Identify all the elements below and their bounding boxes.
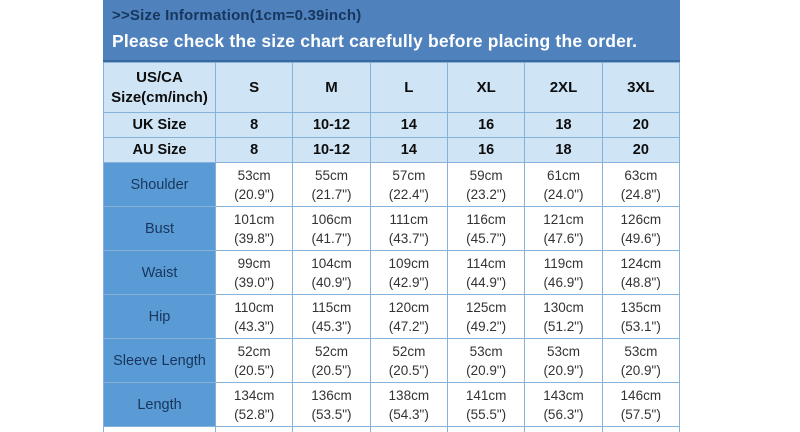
- measurement-cell: [447, 207, 524, 251]
- cm-value: 111cm: [389, 211, 429, 227]
- measurement-cell: [370, 207, 447, 251]
- inch-value: (42.9"): [388, 274, 429, 290]
- inch-value: (44.9"): [466, 274, 507, 290]
- inch-value: (24.8"): [620, 186, 661, 202]
- measurement-cell: [370, 383, 447, 427]
- measurement-cell: [216, 339, 293, 383]
- cm-value: 63cm: [624, 167, 658, 183]
- cm-value: 99cm: [237, 255, 271, 271]
- corner-label-line2: Size(cm/inch): [111, 88, 208, 106]
- column-header-s: S: [216, 63, 293, 113]
- cm-value: 61cm: [546, 167, 580, 183]
- inch-value: (46.9"): [543, 274, 584, 290]
- shoulder-row: [104, 163, 680, 207]
- measurement-cell: [447, 383, 524, 427]
- cm-value: 106cm: [311, 211, 352, 227]
- row-label-length: Length: [104, 383, 216, 427]
- measurement-cell: [293, 339, 370, 383]
- cm-value: 115cm: [311, 299, 352, 315]
- measurement-cell: [602, 339, 679, 383]
- cm-value: 53cm: [469, 343, 503, 359]
- inch-value: (47.2"): [388, 318, 429, 334]
- inch-value: (39.0"): [234, 274, 275, 290]
- measurement-cell: [602, 163, 679, 207]
- measurement-cell: [370, 163, 447, 207]
- measurement-cell: [602, 251, 679, 295]
- au-size-value: 10-12: [293, 138, 370, 163]
- inch-value: (41.7"): [311, 230, 352, 246]
- inch-value: (53.5"): [311, 406, 352, 422]
- cm-value: 59cm: [469, 167, 503, 183]
- au-size-value: 14: [370, 138, 447, 163]
- cm-value: 141cm: [465, 387, 507, 403]
- row-label-shoulder: Shoulder: [104, 163, 216, 207]
- cm-value: 52cm: [392, 343, 426, 359]
- cm-value: 135cm: [620, 299, 662, 315]
- au-size-value: 18: [525, 138, 602, 163]
- measurement-cell: [216, 207, 293, 251]
- cm-value: 126cm: [620, 211, 662, 227]
- inch-value: (45.7"): [466, 230, 507, 246]
- measurement-cell: [293, 383, 370, 427]
- cm-value: 125cm: [465, 299, 507, 315]
- inch-value: (24.0"): [543, 186, 584, 202]
- inch-value: (54.3"): [388, 406, 429, 422]
- inch-value: (20.5"): [388, 362, 429, 378]
- cm-value: 57cm: [392, 167, 426, 183]
- au-size-value: 8: [216, 138, 293, 163]
- measurement-cell: [602, 207, 679, 251]
- inch-value: (20.9"): [543, 362, 584, 378]
- size-chart-block: [103, 0, 680, 432]
- inch-value: (57.5"): [620, 406, 661, 422]
- cm-value: 55cm: [314, 167, 348, 183]
- measurement-cell: [602, 295, 679, 339]
- measurement-cell: [216, 163, 293, 207]
- cm-value: 124cm: [620, 255, 662, 271]
- uk-size-value: 8: [216, 113, 293, 138]
- clipped-cell: [370, 427, 447, 432]
- banner-title: >>Size Information(1cm=0.39inch): [112, 7, 362, 24]
- cm-value: 52cm: [314, 343, 348, 359]
- cm-value: 134cm: [233, 387, 275, 403]
- column-header-xl: XL: [447, 63, 524, 113]
- column-header-2xl: 2XL: [525, 63, 602, 113]
- cm-value: 130cm: [543, 299, 584, 315]
- clipped-next-row: [104, 427, 680, 432]
- inch-value: (43.3"): [234, 318, 275, 334]
- inch-value: (20.9"): [466, 362, 507, 378]
- column-header-m: M: [293, 63, 370, 113]
- measurement-cell: [525, 339, 602, 383]
- row-label-au-size: AU Size: [104, 138, 216, 163]
- measurement-cell: [525, 295, 602, 339]
- au-size-value: 16: [447, 138, 524, 163]
- sleeve-length-row: [104, 339, 680, 383]
- cm-value: 138cm: [388, 387, 430, 403]
- inch-value: (20.5"): [234, 362, 275, 378]
- measurement-cell: [293, 295, 370, 339]
- bust-row: [104, 207, 680, 251]
- measurement-cell: [216, 295, 293, 339]
- clipped-cell: [602, 427, 679, 432]
- cm-value: 53cm: [624, 343, 658, 359]
- inch-value: (55.5"): [466, 406, 507, 422]
- measurement-cell: [370, 339, 447, 383]
- inch-value: (45.3"): [311, 318, 352, 334]
- measurement-cell: [370, 295, 447, 339]
- inch-value: (47.6"): [543, 230, 584, 246]
- cm-value: 109cm: [388, 255, 430, 271]
- column-header-l: L: [370, 63, 447, 113]
- measurement-cell: [447, 251, 524, 295]
- cm-value: 53cm: [237, 167, 271, 183]
- measurement-cell: [293, 163, 370, 207]
- cm-value: 116cm: [466, 211, 506, 227]
- inch-value: (21.7"): [311, 186, 352, 202]
- inch-value: (40.9"): [311, 274, 352, 290]
- au-size-value: 20: [602, 138, 679, 163]
- uk-size-value: 18: [525, 113, 602, 138]
- measurement-cell: [293, 207, 370, 251]
- row-label-waist: Waist: [104, 251, 216, 295]
- cm-value: 53cm: [546, 343, 580, 359]
- corner-header-cell: [104, 63, 216, 113]
- inch-value: (39.8"): [234, 230, 275, 246]
- cm-value: 121cm: [543, 211, 584, 227]
- header-row: [104, 63, 680, 113]
- length-row: [104, 383, 680, 427]
- clipped-cell: [216, 427, 293, 432]
- banner: [103, 0, 680, 62]
- cm-value: 143cm: [543, 387, 584, 403]
- inch-value: (52.8"): [234, 406, 275, 422]
- measurement-cell: [447, 295, 524, 339]
- inch-value: (53.1"): [620, 318, 661, 334]
- size-table: [103, 62, 680, 432]
- inch-value: (51.2"): [543, 318, 584, 334]
- inch-value: (20.5"): [311, 362, 352, 378]
- inch-value: (49.6"): [620, 230, 661, 246]
- cm-value: 114cm: [466, 255, 506, 271]
- cm-value: 52cm: [237, 343, 271, 359]
- uk-size-row: [104, 113, 680, 138]
- clipped-cell: [447, 427, 524, 432]
- au-size-row: [104, 138, 680, 163]
- row-label-bust: Bust: [104, 207, 216, 251]
- row-label-sleeve-length: Sleeve Length: [104, 339, 216, 383]
- clipped-cell: [525, 427, 602, 432]
- cm-value: 146cm: [620, 387, 662, 403]
- measurement-cell: [370, 251, 447, 295]
- measurement-cell: [447, 163, 524, 207]
- cm-value: 119cm: [543, 255, 584, 271]
- uk-size-value: 10-12: [293, 113, 370, 138]
- inch-value: (22.4"): [388, 186, 429, 202]
- column-header-3xl: 3XL: [602, 63, 679, 113]
- inch-value: (48.8"): [620, 274, 661, 290]
- inch-value: (20.9"): [620, 362, 661, 378]
- corner-label-line1: US/CA: [136, 68, 183, 86]
- measurement-cell: [293, 251, 370, 295]
- uk-size-value: 20: [602, 113, 679, 138]
- measurement-cell: [525, 251, 602, 295]
- measurement-cell: [447, 339, 524, 383]
- row-label-hip: Hip: [104, 295, 216, 339]
- measurement-cell: [525, 163, 602, 207]
- inch-value: (23.2"): [466, 186, 507, 202]
- hip-row: [104, 295, 680, 339]
- inch-value: (20.9"): [234, 186, 275, 202]
- row-label-uk-size: UK Size: [104, 113, 216, 138]
- measurement-cell: [216, 251, 293, 295]
- uk-size-value: 16: [447, 113, 524, 138]
- waist-row: [104, 251, 680, 295]
- inch-value: (49.2"): [466, 318, 507, 334]
- inch-value: (43.7"): [388, 230, 429, 246]
- clipped-cell: [104, 427, 216, 432]
- banner-subtitle: Please check the size chart carefully before placing the order.: [112, 31, 638, 51]
- measurement-cell: [525, 207, 602, 251]
- cm-value: 101cm: [233, 211, 275, 227]
- clipped-cell: [293, 427, 370, 432]
- cm-value: 104cm: [311, 255, 352, 271]
- uk-size-value: 14: [370, 113, 447, 138]
- cm-value: 110cm: [234, 299, 274, 315]
- cm-value: 136cm: [311, 387, 352, 403]
- measurement-cell: [216, 383, 293, 427]
- measurement-cell: [525, 383, 602, 427]
- inch-value: (56.3"): [543, 406, 584, 422]
- measurement-cell: [602, 383, 679, 427]
- cm-value: 120cm: [388, 299, 430, 315]
